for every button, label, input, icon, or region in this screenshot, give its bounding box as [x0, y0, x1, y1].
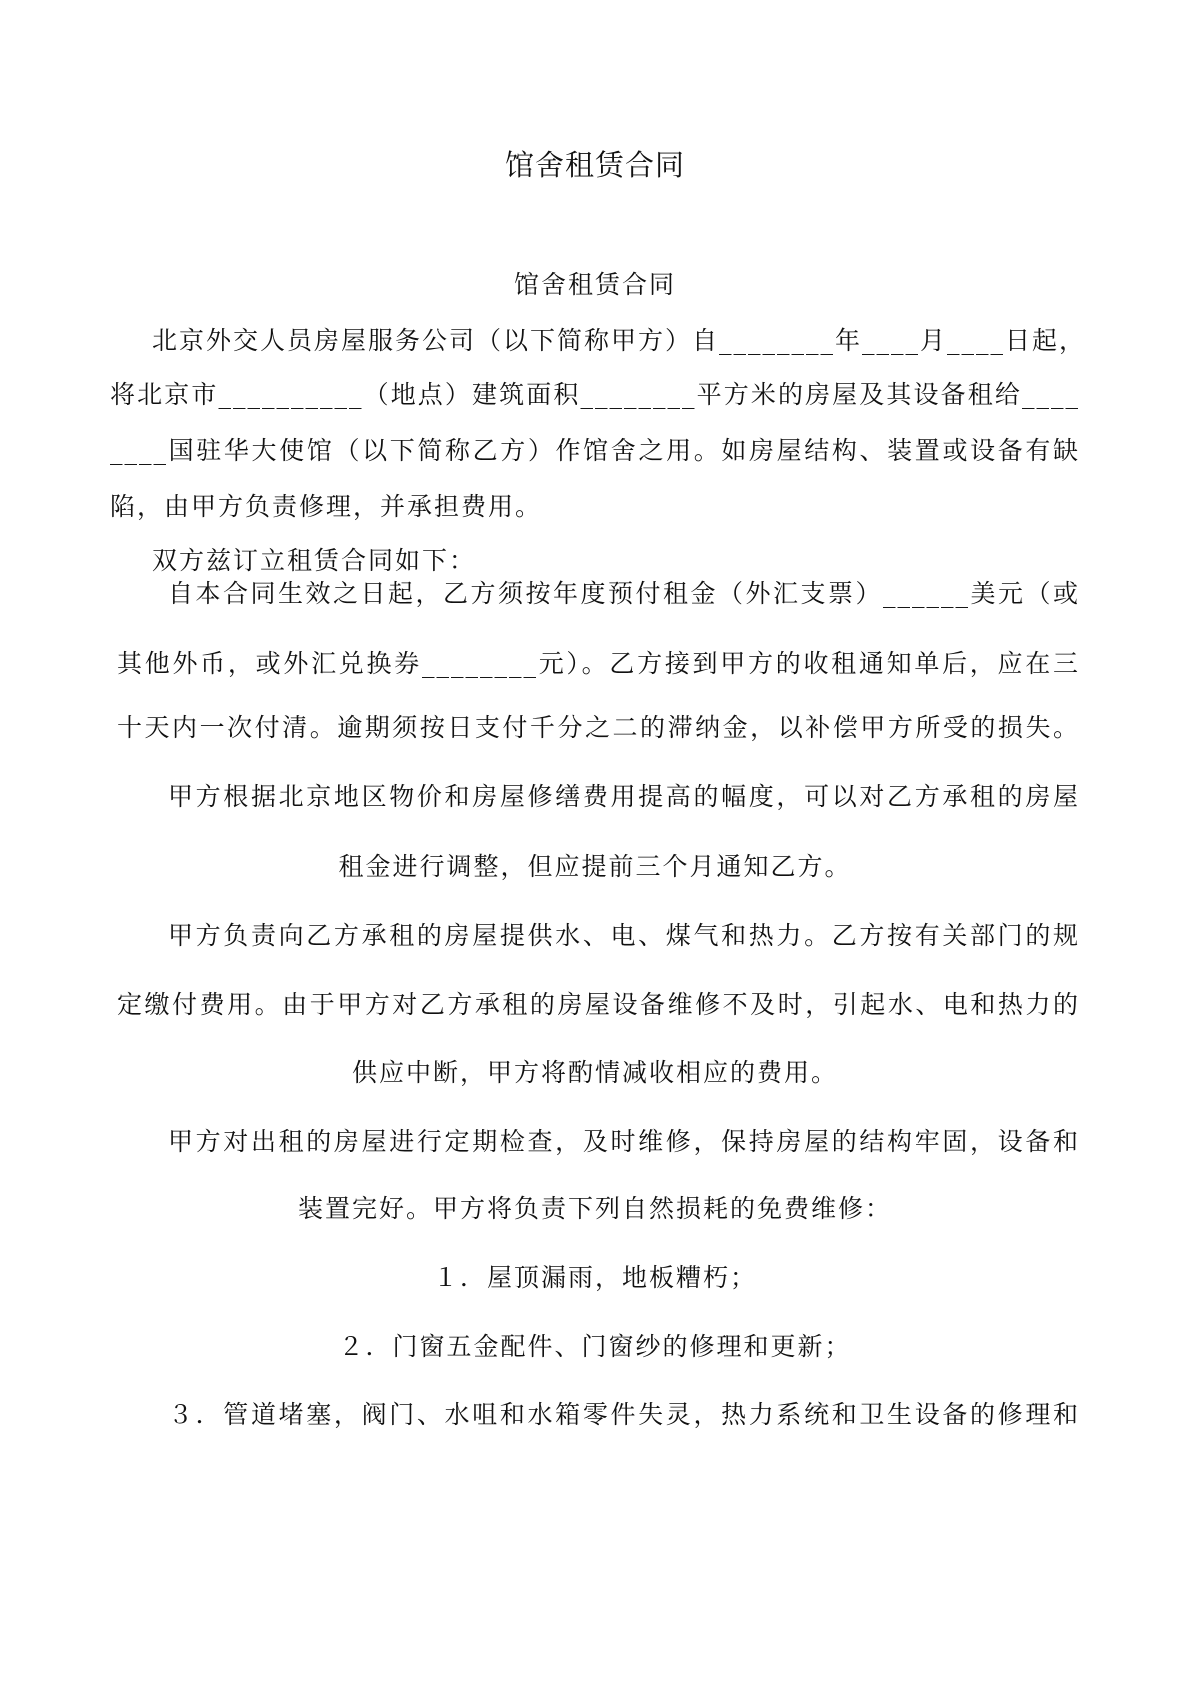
paragraph-line: 陷，由甲方负责修理，并承担费用。	[110, 492, 543, 521]
paragraph-line: 十天内一次付清。逾期须按日支付千分之二的滞纳金，以补偿甲方所受的损失。	[117, 713, 1080, 742]
paragraph-line: 北京外交人员房屋服务公司（以下简称甲方）自________年____月____日起，	[152, 326, 1087, 355]
paragraph-line: 双方兹订立租赁合同如下：	[152, 546, 477, 575]
document-subtitle: 馆舍租赁合同	[513, 270, 676, 299]
paragraph-line: 自本合同生效之日起，乙方须按年度预付租金（外汇支票）______美元（或	[168, 579, 1080, 608]
paragraph-line: ____国驻华大使馆（以下简称乙方）作馆舍之用。如房屋结构、装置或设备有缺	[110, 436, 1080, 465]
paragraph-line: 供应中断，甲方将酌情减收相应的费用。	[351, 1058, 838, 1087]
paragraph-line: 甲方对出租的房屋进行定期检查，及时维修，保持房屋的结构牢固，设备和	[168, 1127, 1080, 1156]
paragraph-line: 将北京市__________（地点）建筑面积________平方米的房屋及其设备租给____	[110, 380, 1080, 409]
paragraph-line: 甲方根据北京地区物价和房屋修缮费用提高的幅度，可以对乙方承租的房屋	[168, 782, 1080, 811]
paragraph-line: 装置完好。甲方将负责下列自然损耗的免费维修：	[297, 1194, 892, 1223]
list-item: ２．门窗五金配件、门窗纱的修理和更新；	[338, 1332, 852, 1361]
paragraph-line: 租金进行调整，但应提前三个月通知乙方。	[338, 852, 852, 881]
paragraph-line: 其他外币，或外汇兑换券________元）。乙方接到甲方的收租通知单后，应在三	[117, 649, 1080, 678]
paragraph-line: 定缴付费用。由于甲方对乙方承租的房屋设备维修不及时，引起水、电和热力的	[117, 990, 1080, 1019]
paragraph-line: 甲方负责向乙方承租的房屋提供水、电、煤气和热力。乙方按有关部门的规	[168, 921, 1080, 950]
list-item: １．屋顶漏雨，地板糟朽；	[432, 1263, 757, 1292]
list-item: ３．管道堵塞，阀门、水咀和水箱零件失灵，热力系统和卫生设备的修理和	[168, 1400, 1080, 1429]
document-title: 馆舍租赁合同	[504, 148, 685, 182]
